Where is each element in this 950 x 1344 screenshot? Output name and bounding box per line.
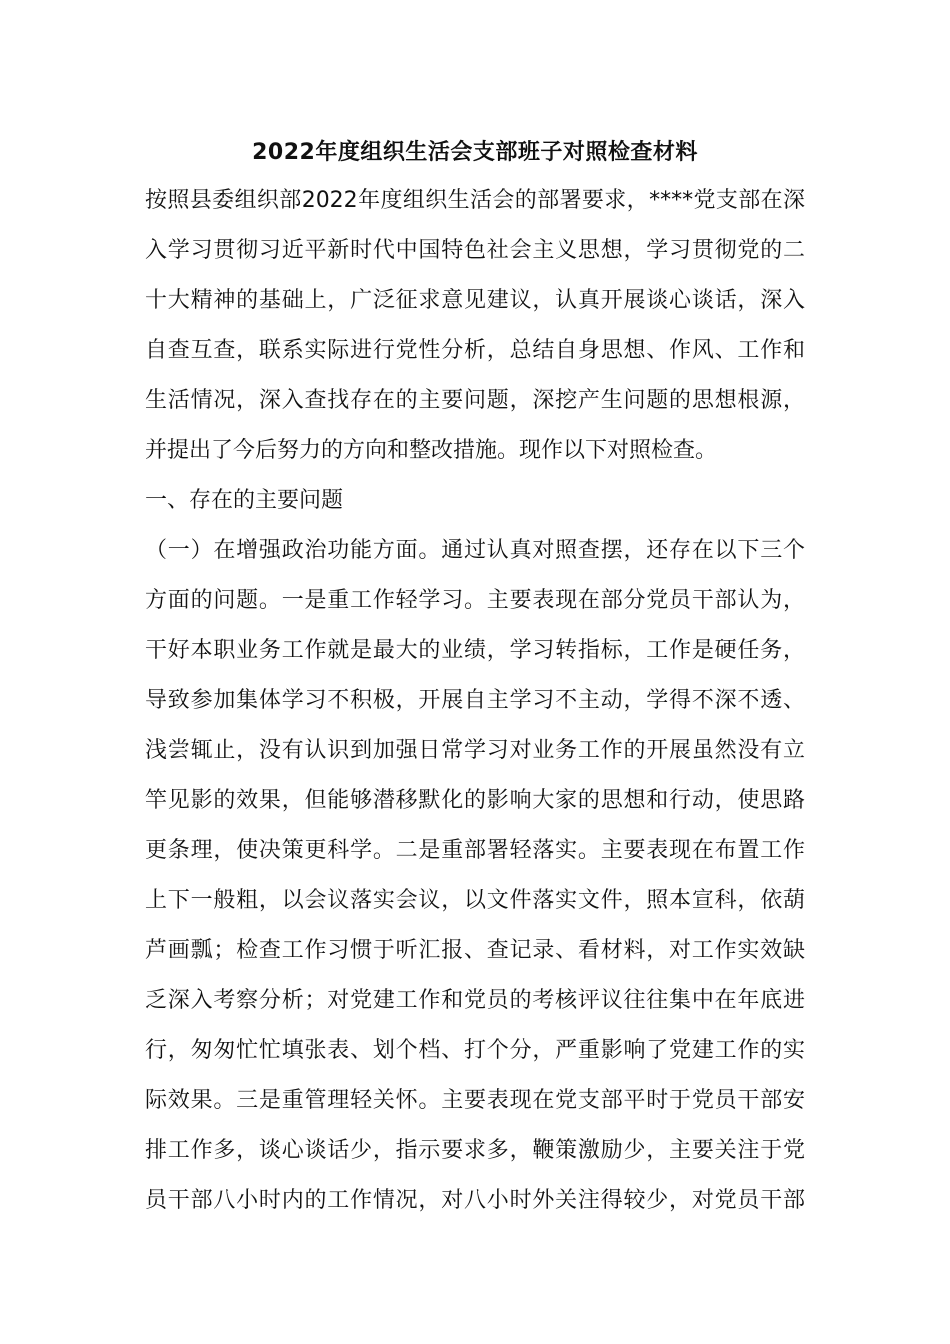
document-title: 2022年度组织生活会支部班子对照检查材料 xyxy=(252,140,698,165)
body-line: 入学习贯彻习近平新时代中国特色社会主义思想，学习贯彻党的二 xyxy=(145,238,805,263)
document-body xyxy=(145,183,805,1233)
body-line: 芦画瓢；检查工作习惯于听汇报、查记录、看材料，对工作实效缺 xyxy=(145,938,805,963)
body-line: 干好本职业务工作就是最大的业绩，学习转指标，工作是硬任务， xyxy=(145,638,805,663)
body-line: 乏深入考察分析；对党建工作和党员的考核评议往往集中在年底进 xyxy=(145,988,805,1013)
body-line: 生活情况，深入查找存在的主要问题，深挖产生问题的思想根源， xyxy=(145,388,805,413)
body-line: （一）在增强政治功能方面。通过认真对照查摆，还存在以下三个 xyxy=(145,538,805,563)
body-line: 更条理，使决策更科学。二是重部署轻落实。主要表现在布置工作 xyxy=(145,838,805,863)
body-line: 导致参加集体学习不积极，开展自主学习不主动，学得不深不透、 xyxy=(145,688,805,713)
body-line: 按照县委组织部2022年度组织生活会的部署要求，****党支部在深 xyxy=(145,188,805,213)
body-line: 浅尝辄止，没有认识到加强日常学习对业务工作的开展虽然没有立 xyxy=(145,738,805,763)
body-line: 排工作多，谈心谈话少，指示要求多，鞭策激励少，主要关注于党 xyxy=(145,1138,805,1163)
body-line: 方面的问题。一是重工作轻学习。主要表现在部分党员干部认为， xyxy=(145,588,805,613)
body-line: 上下一般粗，以会议落实会议，以文件落实文件，照本宣科，依葫 xyxy=(145,888,805,913)
body-line: 并提出了今后努力的方向和整改措施。现作以下对照检查。 xyxy=(145,438,718,463)
body-line: 自查互查，联系实际进行党性分析，总结自身思想、作风、工作和 xyxy=(145,338,805,363)
body-line: 竿见影的效果，但能够潜移默化的影响大家的思想和行动，使思路 xyxy=(145,788,805,813)
body-line: 行，匆匆忙忙填张表、划个档、打个分，严重影响了党建工作的实 xyxy=(145,1038,805,1063)
body-line: 十大精神的基础上，广泛征求意见建议，认真开展谈心谈话，深入 xyxy=(145,288,805,313)
body-line: 际效果。三是重管理轻关怀。主要表现在党支部平时于党员干部安 xyxy=(145,1088,805,1113)
body-line: 员干部八小时内的工作情况，对八小时外关注得较少，对党员干部 xyxy=(145,1188,805,1213)
section-heading: 一、存在的主要问题 xyxy=(145,488,344,513)
